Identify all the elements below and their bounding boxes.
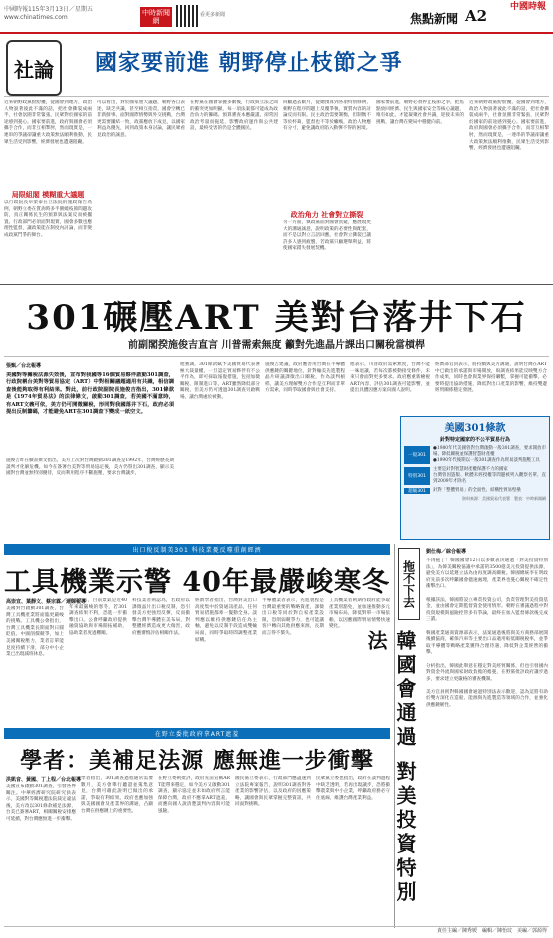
industry-col-3: 科技業者則認為，若政府以課徵晶片出口稅反制，恐引發美方更強烈反彈，反而衝擊台灣半導體在美布局，對整體經濟造成更大傷害，政府應審慎評估相關作法。: [132, 598, 190, 636]
main-col-1: 施俊吉昨在臉書撰文指出，美方上次對台灣啟動301調查是1992年，台灣經歷長期談判才化解危機。如今在簽署台美對等貿易協定後，美方仍祭出301調查，顯示美國對台灣並無特別優待，反而利用程序不斷施壓，要求台灣讓步。: [6, 458, 174, 477]
editorial-col-1: 近來朝野政黨紛紛擾，從國會到地方，政治人物說著彼此不滿的話，把社會撕裂成兩半，社會氛圍非常緊張，民眾對於國家的前途感到憂心。國家要前進，政府與國會必須攜手合作，而非互相掣肘，然而現實是，一連串的爭議卻讓重大政策無法順利推動，民眾生活受到影響，經濟發展也遭遇阻礙。: [4, 100, 92, 145]
info-credit: 資料來源：美國貿易代表署 製表：中時新聞網: [462, 496, 546, 501]
editorial-subhead-1: 局限組閣 模糊重大議題: [4, 190, 92, 200]
editorial-col-4: 回顧過去數月，從總預算到各項特別條例，朝野在程序問題上反覆爭執，實質內容的討論反而有限。民主政治需要制衡，但制衡不等於杯葛，監督也不等於癱瘓，政治人物應有分寸，避免讓政府陷入動彈不得的困境。: [283, 100, 371, 132]
qr-caption: 看更多新聞: [200, 12, 226, 18]
industry-col-1: 美國對台啟動301調查，台灣工具機產業將面臨更嚴峻的挑戰。工具機公會指出，台灣工具機業長期面對日圓貶值、中國削價競爭，加上美國關稅壓力，業者訂單能見度持續下滑，部分中小企業已出現減班休息。: [6, 606, 64, 658]
editorial-col-5: 國家要前進，朝野必須停止枝節之爭，把焦點放回經濟、民生與國家安全等核心議題，唯有如此，才能凝聚社會共識，迎接未來的挑戰，讓台灣在變局中穩健向前。: [376, 100, 464, 125]
industry-col-2: 業者坦言，目前景氣是近40年來最嚴峻的寒冬，若301調查結果不利，恐進一步衝擊出口。公會呼籲政府提供融資協助與市場開拓補助，協助業者度過難關。: [69, 598, 127, 636]
industry-byline: 高崇宜、葉靜文、蔡宗霖／連線報導: [6, 599, 87, 605]
info-text-general: ●1980年代美國曾對台灣啟動一般301調查，要求開放市場、降低關稅並保護智慧財產權 ●1990年代後期以一般301調查作為貿易談判施壓工具: [433, 446, 546, 463]
masthead: [0, 0, 553, 36]
masthead-rule: [0, 32, 553, 34]
main-byline: 張甄／台北報導: [6, 363, 42, 369]
editorial-col-6: 近來朝野政黨紛紛擾，從國會到地方，政治人物說著彼此不滿的話，把社會撕裂成兩半，社會氛圍非常緊張，民眾對於國家的前途感到憂心。國家要前進，政府與國會必須攜手合作，而非互相掣肘，然而現實是，一連串的爭議卻讓重大政策無法順利推動，民眾生活受到影響，經濟發展也遭遇阻礙。: [469, 100, 549, 152]
industry-col-5: 半導體業者表示，先進製程是台灣最重要的戰略資產，課徵出口稅等同於對自家產業設限，恐削弱競爭力，也可能讓客戶轉向其他供應來源，長期而言得不償失。: [262, 598, 324, 636]
scholars-col-4: 國民黨立委表示，行政部門應盡速到立法院專案報告，說明301調查對各產業的影響評估，以及政府的因應策略，讓國會與民眾掌握完整資訊，共同面對挑戰。: [235, 776, 311, 808]
footer-credit: 責任主編／陳秀媛 編輯／陳怡玟 美編／郭源得: [436, 928, 547, 934]
industry-col-6: 工具機業者則期待政府能爭取產業別豁免，並加速推動多元市場布局，降低對單一市場依賴，以因應國際貿易情勢快速變化。: [329, 598, 390, 630]
info-tag-special: 特別301: [404, 467, 430, 485]
editorial-subhead-2: 政治角力 社會對立撕裂: [290, 210, 364, 219]
info-text-super: 針對「整體貿易」的全面性、結構性貿易壁壘: [433, 488, 521, 493]
info-box-intro: 針對特定國家的不公平貿易行為: [439, 437, 510, 443]
korea-byline: 劉仕梅／綜合報導: [426, 549, 467, 555]
main-col-2: 他強調，301條款賦予美國貿易代表署極大裁量權，一旦認定貿易夥伴有不公平作為，即可採取報復措施，包括加徵關稅、限制進口等。ART雖然降低部分關稅，但美方仍可透過301調查另啟戰場，讓台灣處於被動。: [180, 362, 260, 400]
scholars-col-1: 美國宣布啟動301調查，引發各界關注。中華經濟研究院研究員表示，美國對等關稅遭法院裁定違法後，美方改以301條款補足法源，台美已簽署ART，相關關稅安排應可延續，對台灣應無進一步衝擊。: [6, 784, 76, 822]
qr-code-icon[interactable]: [176, 5, 198, 27]
editorial-col-4b: 另一方面，執政黨面對國會質疑，應展現更大的溝通誠意，說明政策的必要性與配套，而不是以對立言語回應。社會對立撕裂已讓許多人感到疲憊，若政黨只顧選舉利益，將使國家錯失發展契機。: [283, 220, 371, 252]
info-tag-general: 一般301: [404, 446, 430, 464]
section-rule: [0, 284, 553, 285]
paper-date: 中國時報115年3月13日／星期五: [4, 6, 93, 13]
editorial-col-3: 在野黨在國會掌握多數後，行政與立法之間的衝突更加明顯，每一項法案都可能成為政治角力的籌碼。預算審查本應嚴謹，卻常因政治考量而拖延，影響政府運作與公共建設，最終受害的仍是全體國民。: [190, 100, 278, 132]
korea-side-label: 拖不下去: [398, 548, 420, 620]
editorial-col-2: 可以看出，對於國家重大議題，朝野各自表述，缺乏共識，甚至相互指責，國會空轉已非新鮮事。面對國際情勢與外交挑戰，台灣更需要團結一致，政黨應放下成見，以國家利益為優先，回到政策本身討論，讓民眾看見政治的誠意。: [97, 100, 185, 138]
scholars-bar: 在野立委批政府拿ART遮羞: [4, 728, 390, 739]
korea-text: 不再拖了！韓國國會12日以多數表決通過「對美投資特別法」，為韓美關稅協議中承諾的3500億美元投資提供法源，避免美方以延遲立法為由再度調高關稅。韓國總統李在明政府先前多次呼籲國會儘速處理，產業界也憂心關稅不確定性衝擊出口。 根據該法，韓國將設立專責投資公司，負責管理對美投資基金，並由國會定期監督資金使用情形。朝野在審議過程中對投資規模與風險控管多有爭論，最終在加入監督條款後完成三讀。 韓國產業通商資源部表示，法案通過後將與美方商務部展開後續協商，確保汽車等主要出口品適用較低關稅稅率，並爭取半導體等戰略產業獲得合理待遇，降低對企業經營的衝擊。 分析指出，韓國此舉意在穩定對美經貿關係，但也引發國內對資金外流與國家財政負擔的擔憂，在野黨批評政府讓步過多，要求建立更嚴格的審查機制。 美方官員則對韓國國會通過特別法表示歡迎，認為這將有助於雙方深化在造船、能源與先進製造等領域的合作，並強化供應鏈韌性。: [426, 558, 548, 709]
page-number: A2: [465, 7, 488, 25]
news-badge[interactable]: 中時新聞網: [142, 9, 170, 25]
info-box: [400, 416, 550, 540]
industry-col-4: 經濟學者指出，台灣對美出口高度集中於資通訊產品，任何貿易措施都牽一髮動全身。談判應以維持供應鏈信任為主軸，避免以反制手段造成雙輸局面，同時爭取時間調整產業結構。: [195, 598, 257, 643]
section-name: 焦點新聞: [410, 12, 459, 26]
industry-bar: 出口稅反制美301 科技業憂反噬重創經濟: [4, 544, 390, 555]
scholars-col-3: 在野立委則批評，政府先前宣稱ART能帶來穩定，如今美方又啟動301調查，顯示協定並未如政府所言能保障台灣，政府不應拿ART遮羞，而應向國人說清楚談判內容與可能風險。: [158, 776, 230, 814]
industry-headline: 工具機業示警 40年最嚴峻寒冬: [4, 567, 390, 598]
info-item-special: [404, 467, 546, 485]
paper-url[interactable]: www.chinatimes.com: [4, 14, 68, 21]
scholars-byline: 洪凱音、黃國、丁上程／台北報導: [6, 777, 82, 783]
editorial-headline: 國家要前進 朝野停止枝節之爭: [95, 50, 403, 76]
info-text-special: 主要是針對智慧財產權保護不力的國家 台灣曾因盜版、軟體未經授權等問題被列入觀察名單，直到2009年才除名: [433, 467, 546, 484]
paper-logo: 中國時報: [509, 2, 546, 12]
scholars-col-2: 學者指出，301調查過程通常需要數月，美方會舉行聽證並蒐集意見，台灣可藉此說明已做出的承諾，爭取有利結果。政府也應加強與美國國會及產業界的溝通，凸顯台灣在供應鏈上的重要性。: [81, 776, 153, 814]
scholars-col-5: 民眾黨立委也指出，政府在談判過程中缺乏透明，若再出現讓步，恐將衝擊農業與中小企業，呼籲政府務必守住底線，維護台灣產業利益。: [316, 776, 390, 801]
info-item-general: [404, 446, 546, 464]
main-subhead: 前副閣揆施俊吉直言 川普需索無度 籲對先進晶片課出口關稅當槓桿: [128, 340, 425, 351]
editorial-col-1b: 以行政院長卓榮泰在立法院的施政報告為例，朝野立委在質詢時多半圍繞枝節問題攻防，真正關係民生的預算與法案反而被擱置。行政部門必須面對現實，國會多數也應理性監督，讓政策能在制度內討論，而非變成政黨鬥爭的舞台。: [4, 200, 92, 238]
editorial-stamp: 社論: [6, 40, 62, 96]
main-col-5: 經濟部官員表示，將持續與美方溝通，說明台灣在ART中已做出的承諾與市場開放，盼調查結果能反映雙方合作成果，同時也會與業界保持聯繫，掌握可能衝擊，必要時提出協助措施，降低對出口產業的影響，維持雙邊經貿關係穩定發展。: [435, 362, 547, 394]
main-headline: 301碾壓ART 美對台落井下石: [26, 298, 527, 338]
main-lead: 美國對等關稅法源失效後，宣布對我國等16個貿易夥伴啟動301調查，行政院稱台美對等貿易協定（ART）中對相關議題適用有共識，相信調查後能夠取得有利結果。對此，前行政院副院長施俊吉指出，301條款是《1974年貿易法》的法律條文，啟動301調查，若美國不滿意時，有ART文義可依，美方仍可開徵關稅，形同對我國落井下石，政府必須提出反制籌碼，才能避免ART在301調查下變成一紙空文。: [6, 372, 174, 416]
info-tag-super: 超級301: [404, 488, 430, 494]
main-col-4: 他表示，川普政府需索無度，台灣不能一味退讓，若每次都被動接受條件，未來只會面對更多要求。政府應重新檢視ART內容，評估301調查可能影響，並提出具體因應方案向國人說明。: [350, 362, 430, 394]
info-box-title: 美國301條款: [444, 423, 506, 434]
main-col-3: 施俊吉建議，政府應善用台灣在半導體供應鏈的關鍵地位，針對輸美先進製程晶片研議課徵出口關稅，作為談判槓桿，讓美方理解雙方合作是互利而非單方需索，同時爭取國會與社會支持。: [265, 362, 345, 394]
info-item-super: [404, 488, 546, 494]
korea-headline: 韓國會通過 對美投資特別法: [364, 630, 417, 905]
scholars-headline: 學者：美補足法源 應無進一步衝擊: [20, 748, 374, 774]
main-rule: [4, 356, 549, 357]
editorial-rule: [4, 96, 549, 97]
